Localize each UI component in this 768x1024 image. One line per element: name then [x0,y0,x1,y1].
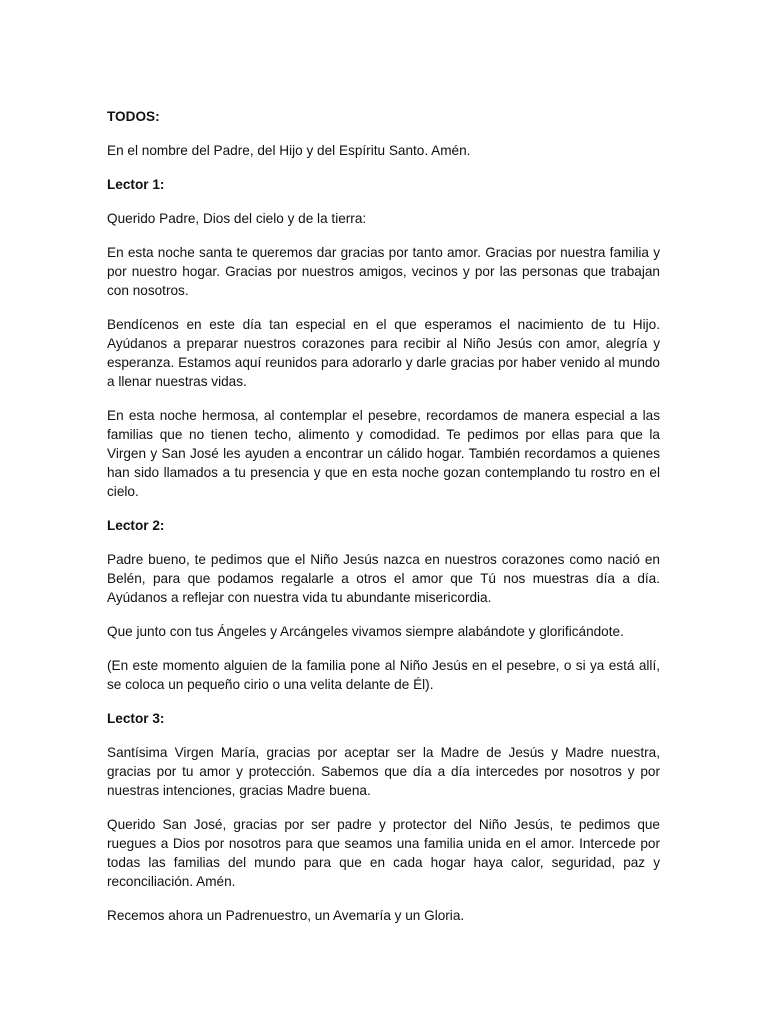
heading-lector-3: Lector 3: [107,711,165,726]
paragraph-closing-prayers: Recemos ahora un Padrenuestro, un Avemaría y un Gloria. [107,908,465,923]
paragraph-angels: Que junto con tus Ángeles y Arcángeles vivamos siempre alabándote y glorificándote. [107,624,624,639]
paragraph-greeting: Querido Padre, Dios del cielo y de la tierra: [107,211,367,226]
paragraph-families: En esta noche hermosa, al contemplar el pesebre, recordamos de manera especial a las familias que no tienen techo, alimento y comodidad. Te pedimos por ellas para que la Virgen y San José les ayuden a encontrar un cálido hogar. También recordamos a quienes han sido llamados a tu presencia y que en esta noche gozan contemplando tu rostro en el cielo. [107,408,660,499]
paragraph-instruction: (En este momento alguien de la familia pone al Niño Jesús en el pesebre, o si ya está allí, se coloca un pequeño cirio o una velita delante de Él). [107,658,660,692]
paragraph-sign-of-cross: En el nombre del Padre, del Hijo y del Espíritu Santo. Amén. [107,143,471,158]
paragraph-bless: Bendícenos en este día tan especial en el que esperamos el nacimiento de tu Hijo. Ayúdanos a preparar nuestros corazones para recibir al Niño Jesús con amor, alegría y esperanza. Estamos aquí reunidos para adorarlo y darle gracias por haber venido al mundo a llenar nuestras vidas. [107,317,660,389]
paragraph-thanks: En esta noche santa te queremos dar gracias por tanto amor. Gracias por nuestra familia y por nuestro hogar. Gracias por nuestros amigos, vecinos y por las personas que trabajan con nosotros. [107,245,660,298]
heading-todos: TODOS: [107,109,160,124]
paragraph-virgin-mary: Santísima Virgen María, gracias por aceptar ser la Madre de Jesús y Madre nuestra, gracias por tu amor y protección. Sabemos que día a día intercedes por nosotros y por nuestras intenciones, gracias Madre buena. [107,745,660,798]
heading-lector-1: Lector 1: [107,177,165,192]
paragraph-good-father: Padre bueno, te pedimos que el Niño Jesús nazca en nuestros corazones como nació en Belén, para que podamos regalarle a otros el amor que Tú nos muestras día a día. Ayúdanos a reflejar con nuestra vida tu abundante misericordia. [107,552,660,605]
paragraph-saint-joseph: Querido San José, gracias por ser padre y protector del Niño Jesús, te pedimos que ruegues a Dios por nosotros para que seamos una familia unida en el amor. Intercede por todas las familias del mundo para que en cada hogar haya calor, seguridad, paz y reconciliación. Amén. [107,817,660,889]
heading-lector-2: Lector 2: [107,518,165,533]
document-page [107,107,660,925]
